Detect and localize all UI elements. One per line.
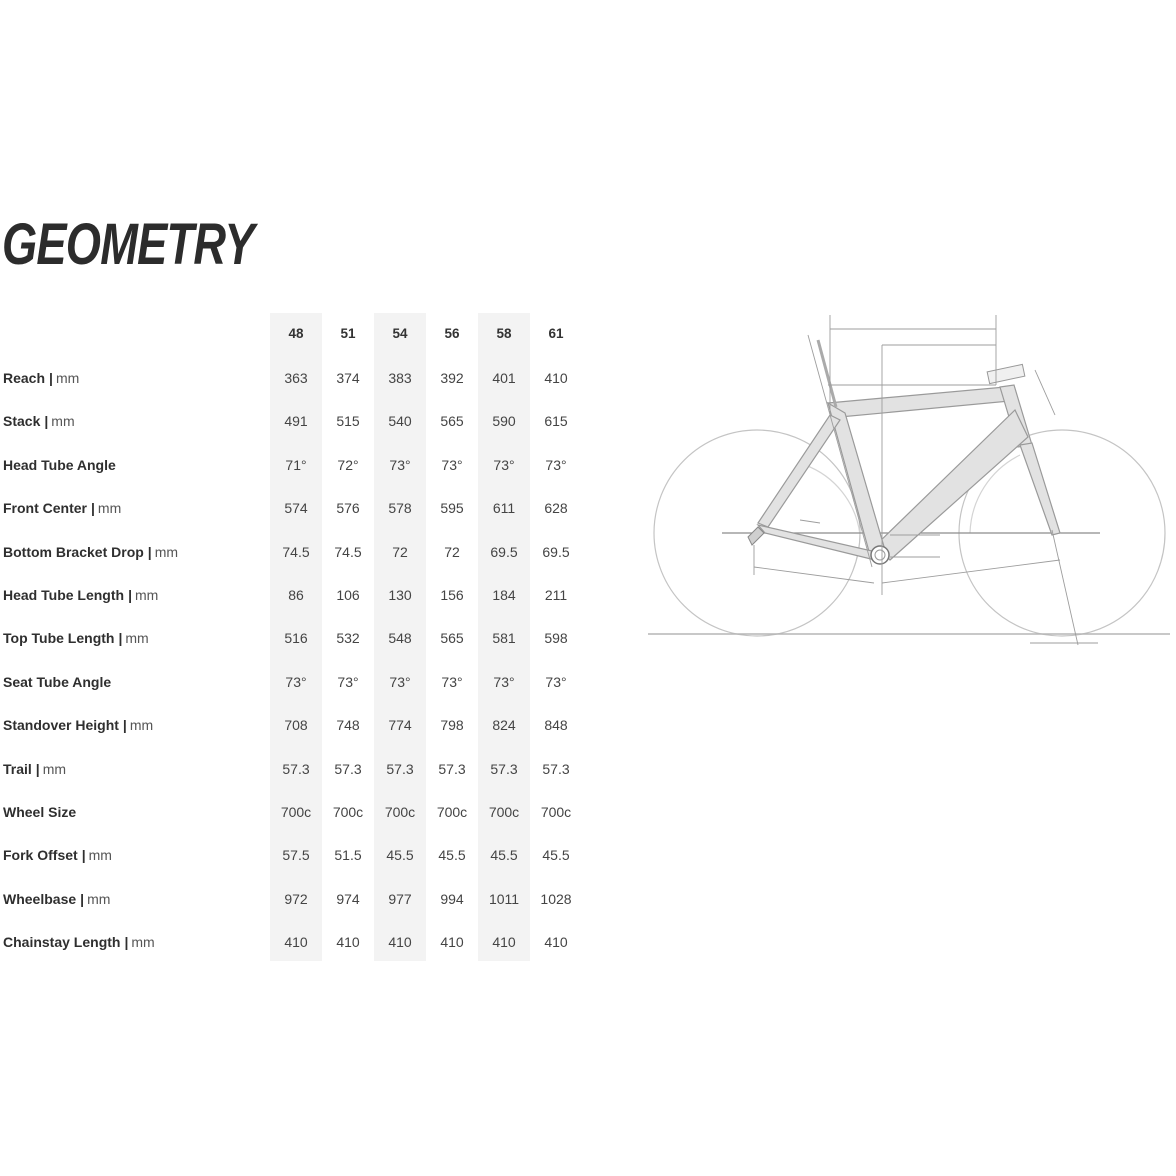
table-cell: 156 <box>440 587 464 603</box>
unit-separator: | <box>124 934 129 950</box>
table-cell: 590 <box>492 413 516 429</box>
table-cell: 491 <box>284 413 308 429</box>
bike-frame <box>758 385 1060 560</box>
size-header: 56 <box>444 326 460 341</box>
row-unit: mm <box>131 934 155 950</box>
table-cell: 748 <box>336 717 360 733</box>
table-cell: 363 <box>284 370 308 386</box>
row-unit: mm <box>135 587 159 603</box>
table-cell: 73° <box>441 674 463 690</box>
table-cell: 774 <box>388 717 412 733</box>
table-cell: 615 <box>544 413 568 429</box>
row-name: Standover Height <box>3 717 119 733</box>
table-cell: 72° <box>337 457 359 473</box>
table-cell: 73° <box>545 674 567 690</box>
row-label <box>3 455 116 475</box>
table-cell: 540 <box>388 413 412 429</box>
table-cell: 45.5 <box>386 847 414 863</box>
table-cell: 74.5 <box>334 544 362 560</box>
table-cell: 69.5 <box>490 544 518 560</box>
table-cell: 977 <box>388 891 412 907</box>
row-label <box>3 715 153 735</box>
table-cell: 57.3 <box>490 761 518 777</box>
table-cell: 401 <box>492 370 516 386</box>
row-name: Trail <box>3 761 32 777</box>
unit-separator: | <box>91 500 95 516</box>
row-name: Head Tube Angle <box>3 457 116 473</box>
row-name: Bottom Bracket Drop <box>3 544 144 560</box>
table-cell: 73° <box>389 674 411 690</box>
table-cell: 410 <box>440 934 464 950</box>
table-cell: 374 <box>336 370 360 386</box>
table-cell: 700c <box>332 804 364 820</box>
row-name: Front Center <box>3 500 87 516</box>
table-cell: 57.3 <box>282 761 310 777</box>
table-cell: 410 <box>544 370 568 386</box>
row-name: Wheelbase <box>3 891 77 907</box>
table-cell: 72 <box>392 544 408 560</box>
table-cell: 548 <box>388 630 412 646</box>
table-cell: 57.3 <box>542 761 570 777</box>
table-cell: 581 <box>492 630 516 646</box>
row-unit: mm <box>88 847 112 863</box>
unit-separator: | <box>118 630 123 646</box>
size-header: 51 <box>340 326 356 341</box>
table-cell: 73° <box>493 674 515 690</box>
table-cell: 51.5 <box>334 847 362 863</box>
table-cell: 994 <box>440 891 464 907</box>
row-name: Wheel Size <box>3 804 77 820</box>
table-cell: 410 <box>336 934 360 950</box>
table-cell: 71° <box>285 457 307 473</box>
table-cell: 57.3 <box>438 761 466 777</box>
bike-geometry-diagram <box>640 305 1172 655</box>
table-cell: 708 <box>284 717 308 733</box>
table-cell: 848 <box>544 717 568 733</box>
table-cell: 45.5 <box>438 847 466 863</box>
table-cell: 611 <box>492 500 516 516</box>
table-cell: 86 <box>288 587 304 603</box>
unit-separator: | <box>49 370 53 386</box>
table-cell: 628 <box>544 500 568 516</box>
row-unit: mm <box>55 370 80 386</box>
table-cell: 130 <box>388 587 412 603</box>
row-name: Reach <box>3 370 46 386</box>
table-cell: 57.5 <box>282 847 310 863</box>
row-name: Stack <box>3 413 41 429</box>
row-unit: mm <box>154 544 179 560</box>
table-cell: 516 <box>284 630 308 646</box>
table-cell: 565 <box>440 413 464 429</box>
row-unit: mm <box>42 761 67 777</box>
unit-separator: | <box>80 891 85 907</box>
size-header: 58 <box>496 326 512 341</box>
table-cell: 595 <box>440 500 464 516</box>
row-name: Head Tube Length <box>3 587 125 603</box>
table-cell: 74.5 <box>282 544 310 560</box>
table-cell: 972 <box>284 891 308 907</box>
table-cell: 1011 <box>488 891 520 907</box>
unit-separator: | <box>35 761 40 777</box>
table-cell: 576 <box>336 500 360 516</box>
row-label <box>3 411 75 431</box>
unit-separator: | <box>122 717 127 733</box>
row-unit: mm <box>51 413 75 429</box>
unit-separator: | <box>128 587 132 603</box>
row-label <box>3 672 111 692</box>
row-unit: mm <box>87 891 111 907</box>
table-cell: 1028 <box>540 891 572 907</box>
unit-separator: | <box>81 847 86 863</box>
table-cell: 73° <box>545 457 567 473</box>
table-cell: 974 <box>336 891 360 907</box>
table-cell: 410 <box>492 934 516 950</box>
table-cell: 72 <box>444 544 460 560</box>
table-cell: 73° <box>285 674 307 690</box>
page-title: GEOMETRY <box>2 212 254 277</box>
row-name: Fork Offset <box>3 847 78 863</box>
table-cell: 565 <box>440 630 464 646</box>
table-cell: 184 <box>492 587 516 603</box>
table-cell: 73° <box>493 457 515 473</box>
row-label <box>3 845 112 865</box>
row-unit: mm <box>125 630 149 646</box>
size-header: 54 <box>392 326 408 341</box>
table-cell: 392 <box>440 370 464 386</box>
row-label <box>3 585 158 605</box>
table-cell: 410 <box>284 934 308 950</box>
table-cell: 73° <box>389 457 411 473</box>
table-cell: 700c <box>384 804 416 820</box>
unit-separator: | <box>44 413 49 429</box>
table-cell: 73° <box>441 457 463 473</box>
unit-separator: | <box>147 544 152 560</box>
row-unit: mm <box>97 500 122 516</box>
table-cell: 700c <box>436 804 468 820</box>
table-cell: 69.5 <box>542 544 570 560</box>
row-label <box>3 628 149 648</box>
row-name: Seat Tube Angle <box>3 674 112 690</box>
table-cell: 700c <box>280 804 312 820</box>
table-cell: 211 <box>544 587 568 603</box>
table-cell: 578 <box>388 500 412 516</box>
table-cell: 410 <box>544 934 568 950</box>
table-cell: 574 <box>284 500 308 516</box>
table-cell: 515 <box>336 413 360 429</box>
size-header: 48 <box>288 326 304 341</box>
row-label <box>3 542 178 562</box>
table-cell: 57.3 <box>386 761 414 777</box>
row-label <box>3 368 79 388</box>
table-cell: 383 <box>388 370 412 386</box>
row-name: Top Tube Length <box>3 630 115 646</box>
table-cell: 106 <box>336 587 360 603</box>
table-cell: 798 <box>440 717 464 733</box>
row-label <box>3 889 110 909</box>
table-cell: 532 <box>336 630 360 646</box>
row-label <box>3 932 155 952</box>
table-cell: 700c <box>540 804 572 820</box>
row-label <box>3 498 121 518</box>
size-header: 61 <box>548 326 564 341</box>
row-label <box>3 759 66 779</box>
row-label <box>3 802 76 822</box>
row-name: Chainstay Length <box>3 934 121 950</box>
table-cell: 410 <box>388 934 412 950</box>
table-cell: 45.5 <box>490 847 518 863</box>
table-cell: 598 <box>544 630 568 646</box>
table-cell: 45.5 <box>542 847 570 863</box>
table-cell: 57.3 <box>334 761 362 777</box>
table-cell: 73° <box>337 674 359 690</box>
row-unit: mm <box>129 717 154 733</box>
table-cell: 824 <box>492 717 516 733</box>
table-cell: 700c <box>488 804 520 820</box>
